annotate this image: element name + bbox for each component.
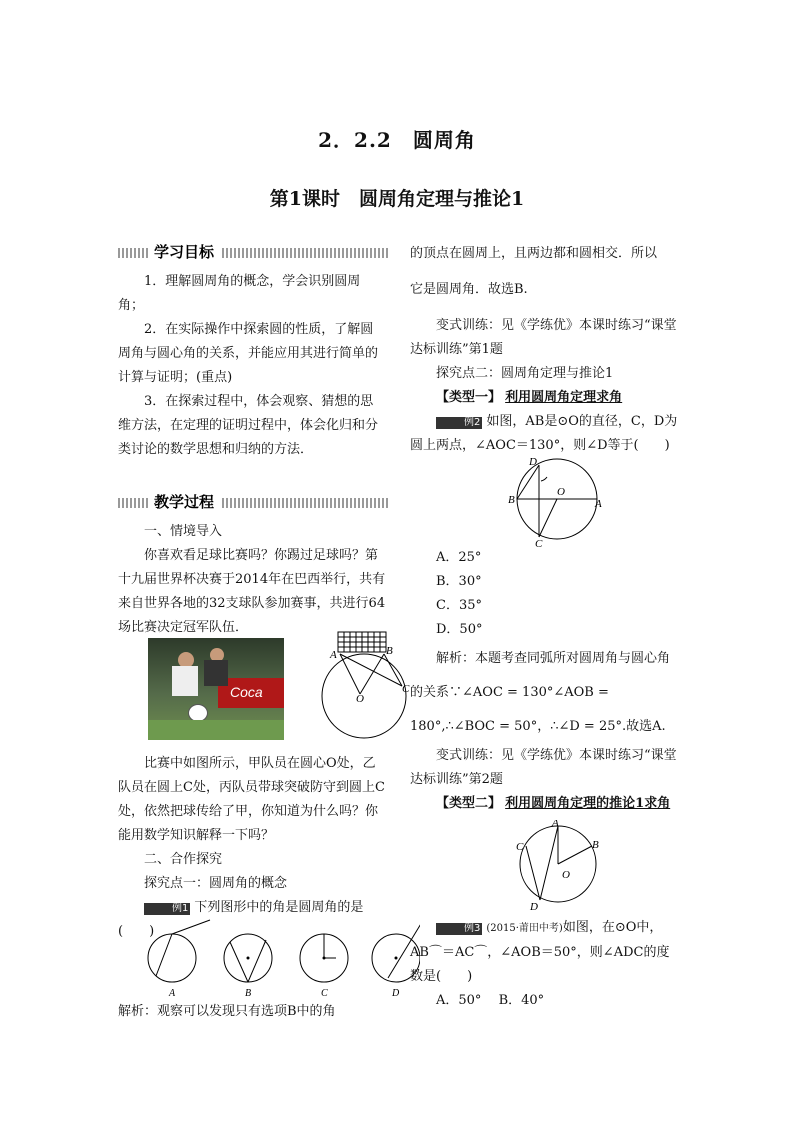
example1-cont-1: 的顶点在圆周上，且两边都和圆相交．所以 [410,246,658,261]
variant-1: 变式训练：见《学练优》本课时练习“课堂达标训练”第1题 [410,318,677,357]
soccer-photo: Coca [148,638,284,740]
fig3-label-a: A [552,820,559,829]
example3-text: 如图，在⊙O中，AB⌒＝AC⌒，∠AOB＝50°，则∠ADC的度数是( ) [410,920,670,984]
option-label-a: A [169,988,176,998]
fig2-label-a: A [595,498,602,510]
example2-text: 如图，AB是⊙O的直径，C，D为圆上两点，∠AOC＝130°，则∠D等于( ) [410,414,678,453]
section1-title: 一、情境导入 [144,524,223,539]
fig-label-a: A [330,649,337,661]
left-column-2 [118,752,386,944]
example3-tag: 例3 [436,923,482,935]
option-label-c: C [321,988,328,998]
option-figures [140,918,420,998]
section2-title: 二、合作探究 [144,852,223,867]
fig2-label-d: D [529,456,537,468]
fig3-label-c: C [516,841,524,853]
page-subtitle: 第1课时 圆周角定理与推论1 [269,188,525,210]
fig-label-o: O [356,693,364,705]
section1-text: 你喜欢看足球比赛吗？你踢过足球吗？第十九届世界杯决赛于2014年在巴西举行，共有来自世界各地的32支球队参加赛事，共进行64场比赛决定冠军队伍． [118,548,386,635]
example2-analysis: 解析：本题考查同弧所对圆周角与圆心角的关系∵∠AOC = 130°∠AOB = 180°,∴∠BOC = 50°，∴∠D = 25°.故选A. [410,651,671,734]
type2-text: 利用圆周角定理的推论1求角 [505,796,671,811]
example2-options [410,546,680,816]
goals-banner: 学习目标 [118,242,388,262]
goal-1: 1．理解圆周角的概念，学会识别圆周角； [118,274,361,313]
fig2-label-c: C [535,538,543,547]
option-label-b: B [245,988,252,998]
example2-figure [505,455,605,547]
fig-label-b: B [386,645,393,657]
variant-2: 变式训练：见《学练优》本课时练习“课堂达标训练”第2题 [410,748,677,787]
fig2-label-o: O [557,486,565,498]
fig-label-c: C [402,683,410,695]
probe1-title: 探究点一：圆周角的概念 [144,876,288,891]
section1-question: 比赛中如图所示，甲队员在圆心O处，乙队员在圆上C处，丙队员带球突破防守到圆上C处，依然把球传给了甲，你知道为什么吗？你能用数学知识解释一下吗？ [118,756,385,843]
example1-cont-2: 它是圆周角．故选B. [410,282,528,297]
page-title: 2．2.2 圆周角 [318,128,476,152]
example2-tag: 例2 [436,417,482,429]
left-column-process [118,492,386,640]
left-column [118,242,386,462]
example2-option-a: A．25° [436,550,482,565]
example2-option-b: B．30° [436,574,482,589]
example1-tag: 例1 [144,903,190,915]
example1-analysis: 解析：观察可以发现只有选项B中的角 [118,1004,336,1019]
type1-tag: 【类型一】 [436,390,502,405]
process-banner: 教学过程 [118,492,388,512]
fig2-label-b: B [508,494,515,506]
option-label-d: D [392,988,400,998]
probe2-title: 探究点二：圆周角定理与推论1 [436,366,614,381]
fig3-label-o: O [562,869,570,881]
goal-3: 3．在探索过程中，体会观察、猜想的思维方法，在定理的证明过程中，体会化归和分类讨论的数学思想和归纳的方法． [118,394,379,457]
right-column [410,242,680,458]
example3 [410,916,680,1013]
type2-tag: 【类型二】 [436,796,502,811]
example2-option-c: C．35° [436,598,482,613]
example3-source: (2015·莆田中考) [486,923,563,934]
fig3-label-b: B [592,839,599,851]
example3-options: A．50° B．40° [436,993,545,1008]
goal-figure [318,628,410,746]
type1-text: 利用圆周角定理求角 [505,390,623,405]
example2-option-d: D．50° [436,622,483,637]
fig3-label-d: D [530,901,538,910]
example3-figure [512,820,602,910]
goal-2: 2．在实际操作中探索圆的性质，了解圆周角与圆心角的关系，并能应用其进行简单的计算与证明；(重点) [118,322,379,385]
example1: 例1 下列图形中的角是圆周角的是( ) [118,900,364,939]
